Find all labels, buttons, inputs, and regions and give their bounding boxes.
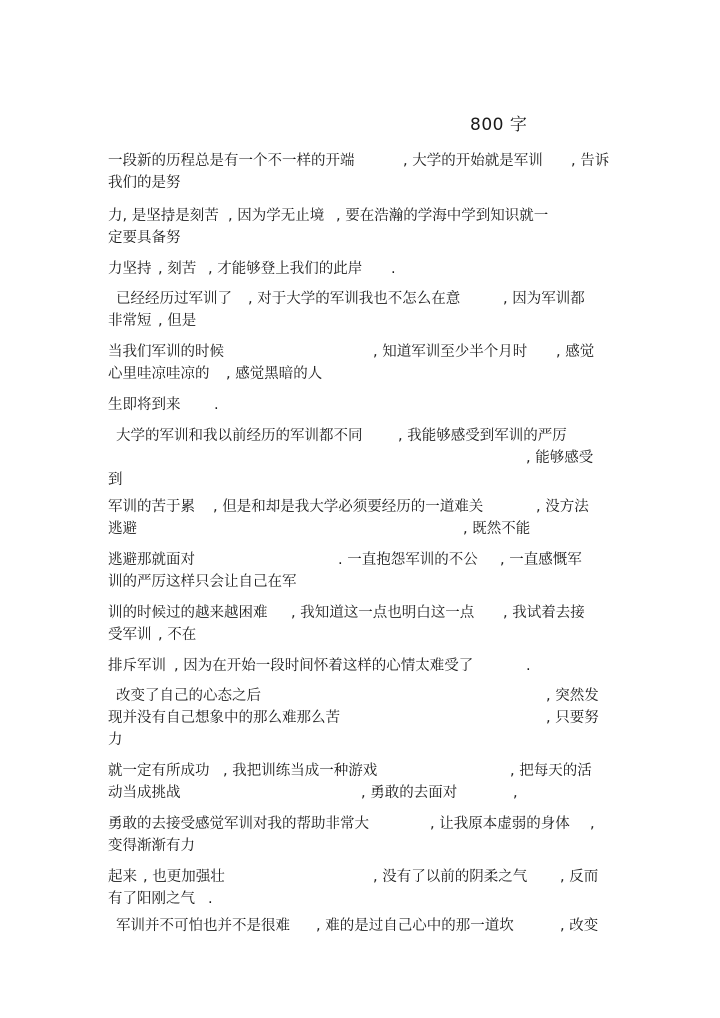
text-line: [108, 729, 613, 751]
text-segment: 逃避那就面对: [108, 552, 195, 568]
text-line: [108, 363, 613, 385]
text-segment: 改变了自己的心态之后: [116, 688, 261, 704]
text-segment: 生即将到来: [108, 397, 181, 413]
text-segment: , 我把训练当成一种游戏: [223, 763, 378, 779]
text-segment: , 没有了以前的阴柔之气: [373, 869, 528, 885]
text-segment: , 感觉黑暗的人: [226, 366, 323, 382]
text-line: [108, 227, 613, 249]
text-segment: 到: [108, 472, 123, 488]
text-line: [108, 782, 613, 804]
text-line: [108, 602, 613, 624]
text-segment: , 感觉: [556, 344, 595, 360]
text-segment: 训的时候过的越来越困难: [108, 605, 268, 621]
text-segment: , 让我原本虚弱的身体: [430, 816, 570, 832]
text-line: [108, 150, 613, 172]
text-segment: , 我知道这一点也明白这一点: [291, 605, 475, 621]
text-line: [108, 341, 613, 363]
text-segment: , 我试着去接: [503, 605, 585, 621]
text-segment: , 能够感受: [526, 450, 594, 466]
text-segment: , 反而: [560, 869, 599, 885]
text-line: [108, 258, 613, 280]
text-line: [108, 866, 613, 888]
text-line: [108, 915, 613, 937]
text-segment: . 一直抱怨军训的不公: [338, 552, 478, 568]
text-segment: 我们的是努: [108, 175, 181, 191]
text-segment: 大学的军训和我以前经历的军训都不同: [116, 428, 363, 444]
text-segment: 逃避: [108, 521, 137, 537]
text-line: [108, 707, 613, 729]
text-segment: , 既然不能: [463, 521, 531, 537]
text-segment: , 对于大学的军训我也不怎么在意: [248, 291, 461, 307]
text-segment: , 把每天的活: [510, 763, 592, 779]
text-segment: , 因为学无止境: [228, 208, 325, 224]
text-line: [108, 685, 613, 707]
text-segment: , 要在浩瀚的学海中学到知识就一: [336, 208, 549, 224]
text-segment: , 大学的开始就是军训: [403, 153, 543, 169]
text-segment: , 我能够感受到军训的严厉: [398, 428, 567, 444]
text-line: [108, 496, 613, 518]
text-line: [108, 888, 613, 910]
text-segment: , 只要努: [546, 710, 599, 726]
text-line: [108, 571, 613, 593]
text-line: [108, 655, 613, 677]
text-segment: 力: [108, 732, 123, 748]
text-segment: 力, 是坚持: [108, 208, 176, 224]
text-segment: 受军训: [108, 627, 152, 643]
text-segment: .: [391, 261, 396, 277]
text-line: [108, 425, 613, 447]
text-segment: , 因为在开始一段时间怀着这样的心情太难受了: [174, 658, 474, 674]
text-line: [108, 835, 613, 857]
text-segment: , 但是和却是我大学必须要经历的一道难关: [213, 499, 484, 515]
text-segment: 变得渐渐有力: [108, 838, 195, 854]
text-segment: 非常短: [108, 313, 152, 329]
text-line: [108, 518, 613, 540]
text-line: [108, 205, 613, 227]
text-line: [108, 549, 613, 571]
text-line: [108, 394, 613, 416]
text-segment: 现并没有自己想象中的那么难那么苦: [108, 710, 340, 726]
text-segment: ,: [590, 816, 595, 832]
text-segment: , 突然发: [546, 688, 599, 704]
text-line: [108, 469, 613, 491]
text-segment: , 一直感慨军: [500, 552, 582, 568]
text-segment: 已经经历过军训了: [116, 291, 232, 307]
text-segment: 排斥军训: [108, 658, 166, 674]
text-segment: .: [214, 397, 219, 413]
text-segment: 一段新的历程总是有一个不一样的开端: [108, 153, 355, 169]
text-segment: .: [526, 658, 531, 674]
text-segment: 起来: [108, 869, 137, 885]
text-segment: ,: [513, 785, 518, 801]
text-segment: 定要具备努: [108, 230, 181, 246]
text-segment: , 知道军训至少半个月时: [373, 344, 528, 360]
text-segment: , 也更加强壮: [143, 869, 225, 885]
text-segment: 心里哇凉哇凉的: [108, 366, 210, 382]
text-segment: 动当成挑战: [108, 785, 181, 801]
text-segment: , 刻苦: [158, 261, 197, 277]
text-segment: , 改变: [560, 918, 599, 934]
text-segment: 勇敢的去接受感觉军训对我的帮助非常大: [108, 816, 369, 832]
text-line: [108, 288, 613, 310]
text-segment: , 勇敢的去面对: [361, 785, 458, 801]
text-segment: , 告诉: [571, 153, 610, 169]
text-segment: 军训的苦于累: [108, 499, 195, 515]
text-segment: 当我们军训的时候: [108, 344, 224, 360]
text-segment: 有了阳刚之气: [108, 891, 195, 907]
essay-title: 800 字: [470, 115, 528, 135]
text-line: [108, 813, 613, 835]
text-segment: , 是刻苦: [166, 208, 219, 224]
text-line: [108, 760, 613, 782]
text-line: [108, 624, 613, 646]
text-segment: , 因为军训都: [503, 291, 585, 307]
text-line: [108, 310, 613, 332]
text-segment: , 难的是过自己心中的那一道坎: [316, 918, 514, 934]
text-segment: 训的严厉这样只会让自己在军: [108, 574, 297, 590]
text-segment: 力坚持: [108, 261, 152, 277]
text-line: [108, 172, 613, 194]
text-segment: , 不在: [158, 627, 197, 643]
text-segment: , 没方法: [536, 499, 589, 515]
text-line: [108, 447, 613, 469]
text-segment: 就一定有所成功: [108, 763, 210, 779]
text-segment: , 才能够登上我们的此岸: [208, 261, 363, 277]
text-segment: 军训并不可怕也并不是很难: [116, 918, 290, 934]
text-segment: .: [208, 891, 213, 907]
text-segment: , 但是: [158, 313, 197, 329]
